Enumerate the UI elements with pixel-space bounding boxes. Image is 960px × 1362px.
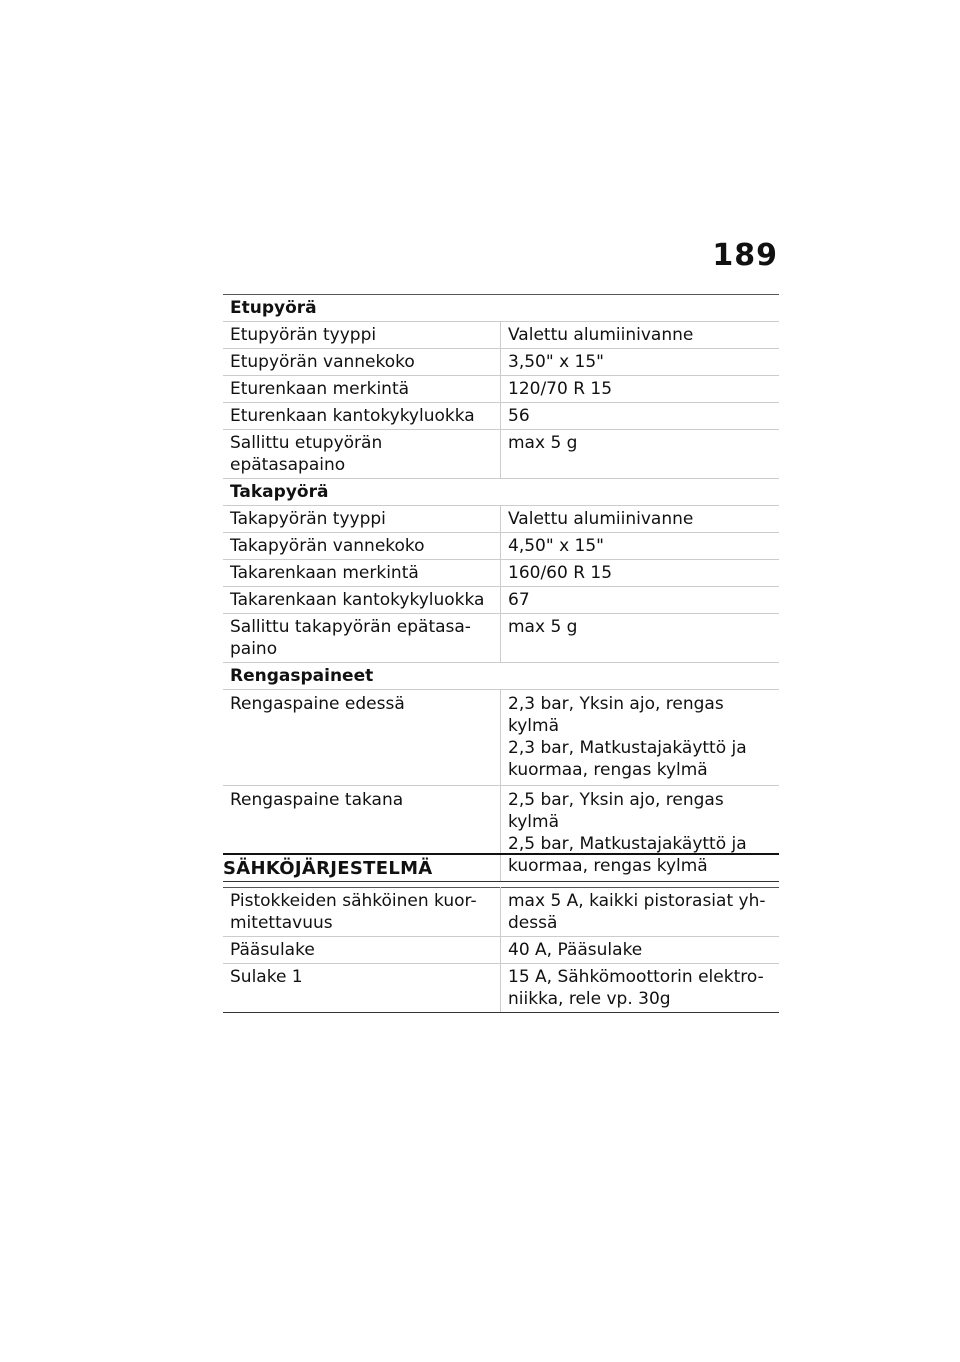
table-row [223, 937, 779, 964]
spec-label: Takapyörän tyyppi [223, 506, 501, 533]
spec-value: max 5 A, kaikki pistorasiat yh- dessä [501, 888, 780, 937]
spec-value: Valettu alumiinivanne [501, 322, 780, 349]
spec-value: 160/60 R 15 [501, 560, 780, 587]
spec-value: 67 [501, 587, 780, 614]
spec-label: Takarenkaan merkintä [223, 560, 501, 587]
spec-label: Rengaspaine edessä [223, 690, 501, 786]
table-row [223, 533, 779, 560]
spec-value: 56 [501, 403, 780, 430]
spec-label: Eturenkaan merkintä [223, 376, 501, 403]
table-row [223, 690, 779, 786]
spec-label: Pääsulake [223, 937, 501, 964]
table-row [223, 322, 779, 349]
table-row [223, 349, 779, 376]
spec-label: Sallittu etupyörän epätasapaino [223, 430, 501, 479]
spec-value: 3,50" x 15" [501, 349, 780, 376]
spec-label: Takarenkaan kantokykyluokka [223, 587, 501, 614]
spec-value: 2,5 bar, Yksin ajo, rengas kylmä 2,5 bar, Matkustajakäyttö ja kuormaa, rengas kylmä [501, 786, 780, 882]
spec-label: Etupyörän tyyppi [223, 322, 501, 349]
table-row [223, 587, 779, 614]
spec-value: 15 A, Sähkömoottorin elektro- niikka, rele vp. 30g [501, 964, 780, 1013]
group-heading: Etupyörä [223, 295, 779, 322]
section-heading-electrical: SÄHKÖJÄRJESTELMÄ [223, 853, 779, 879]
spec-value: 4,50" x 15" [501, 533, 780, 560]
table-row [223, 964, 779, 1013]
table-row [223, 403, 779, 430]
spec-label: Sulake 1 [223, 964, 501, 1013]
table-row [223, 888, 779, 937]
spec-label: Pistokkeiden sähköinen kuor- mitettavuus [223, 888, 501, 937]
spec-label: Etupyörän vannekoko [223, 349, 501, 376]
spec-label: Takapyörän vannekoko [223, 533, 501, 560]
group-row-rear-wheel [223, 479, 779, 506]
wheel-spec-table [223, 294, 779, 882]
spec-label: Sallittu takapyörän epätasa- paino [223, 614, 501, 663]
table-row [223, 376, 779, 403]
page-number: 189 [712, 238, 778, 273]
table-row [223, 614, 779, 663]
group-heading: Rengaspaineet [223, 663, 779, 690]
group-heading: Takapyörä [223, 479, 779, 506]
table-row [223, 506, 779, 533]
group-row-tyre-pressures [223, 663, 779, 690]
electrical-spec-table [223, 887, 779, 1013]
spec-value: Valettu alumiinivanne [501, 506, 780, 533]
spec-value: max 5 g [501, 614, 780, 663]
table-row [223, 430, 779, 479]
spec-label: Eturenkaan kantokykyluokka [223, 403, 501, 430]
spec-value: 120/70 R 15 [501, 376, 780, 403]
spec-value: 2,3 bar, Yksin ajo, rengas kylmä 2,3 bar, Matkustajakäyttö ja kuormaa, rengas kylmä [501, 690, 780, 786]
spec-value: 40 A, Pääsulake [501, 937, 780, 964]
spec-value: max 5 g [501, 430, 780, 479]
table-row [223, 560, 779, 587]
spec-label: Rengaspaine takana [223, 786, 501, 882]
group-row-front-wheel [223, 295, 779, 322]
